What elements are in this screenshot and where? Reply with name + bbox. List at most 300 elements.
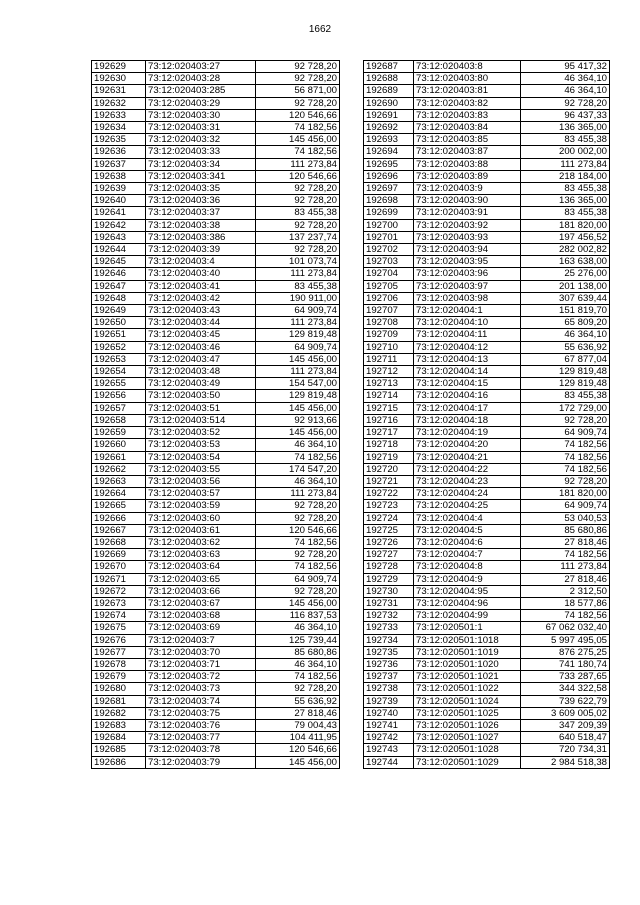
row-id: 192669 <box>92 549 146 561</box>
row-id: 192657 <box>92 402 146 414</box>
table-row <box>364 158 610 170</box>
cadastral-number: 73:12:020403:67 <box>146 597 256 609</box>
amount: 83 455,38 <box>256 280 340 292</box>
amount: 74 182,56 <box>521 463 610 475</box>
row-id: 192642 <box>92 219 146 231</box>
table-row <box>92 85 340 97</box>
cadastral-number: 73:12:020404:22 <box>414 463 521 475</box>
row-id: 192646 <box>92 268 146 280</box>
cadastral-number: 73:12:020403:78 <box>146 744 256 756</box>
table-row <box>92 756 340 768</box>
row-id: 192630 <box>92 73 146 85</box>
cadastral-number: 73:12:020404:6 <box>414 536 521 548</box>
amount: 111 273,84 <box>256 158 340 170</box>
amount: 201 138,00 <box>521 280 610 292</box>
cadastral-number: 73:12:020501:1025 <box>414 707 521 719</box>
amount: 85 680,86 <box>521 524 610 536</box>
table-row <box>364 622 610 634</box>
table-row <box>364 378 610 390</box>
amount: 111 273,84 <box>256 366 340 378</box>
amount: 129 819,48 <box>256 390 340 402</box>
table-row <box>92 646 340 658</box>
table-row <box>364 268 610 280</box>
cadastral-number: 73:12:020403:60 <box>146 512 256 524</box>
table-row <box>364 585 610 597</box>
table-row <box>364 475 610 487</box>
table-row <box>364 536 610 548</box>
table-row <box>92 414 340 426</box>
cadastral-number: 73:12:020403:81 <box>414 85 521 97</box>
amount: 74 182,56 <box>521 439 610 451</box>
table-row <box>92 524 340 536</box>
cadastral-number: 73:12:020404:16 <box>414 390 521 402</box>
cadastral-number: 73:12:020501:1022 <box>414 683 521 695</box>
cadastral-number: 73:12:020403:27 <box>146 61 256 73</box>
cadastral-number: 73:12:020403:90 <box>414 195 521 207</box>
cadastral-number: 73:12:020501:1019 <box>414 646 521 658</box>
table-row <box>364 244 610 256</box>
row-id: 192629 <box>92 61 146 73</box>
cadastral-number: 73:12:020403:43 <box>146 305 256 317</box>
table-row <box>364 719 610 731</box>
cadastral-number: 73:12:020403:52 <box>146 427 256 439</box>
amount: 200 002,00 <box>521 146 610 158</box>
cadastral-number: 73:12:020403:63 <box>146 549 256 561</box>
cadastral-number: 73:12:020403:74 <box>146 695 256 707</box>
row-id: 192649 <box>92 305 146 317</box>
table-row <box>92 353 340 365</box>
amount: 2 312,50 <box>521 585 610 597</box>
table-row <box>364 707 610 719</box>
amount: 125 739,44 <box>256 634 340 646</box>
table-row <box>92 195 340 207</box>
cadastral-number: 73:12:020403:87 <box>414 146 521 158</box>
table-row <box>364 500 610 512</box>
cadastral-number: 73:12:020403:31 <box>146 122 256 134</box>
cadastral-number: 73:12:020403:44 <box>146 317 256 329</box>
cadastral-number: 73:12:020404:96 <box>414 597 521 609</box>
amount: 83 455,38 <box>256 207 340 219</box>
table-row <box>364 146 610 158</box>
amount: 120 546,66 <box>256 170 340 182</box>
cadastral-number: 73:12:020403:30 <box>146 109 256 121</box>
row-id: 192733 <box>364 622 414 634</box>
row-id: 192644 <box>92 244 146 256</box>
row-id: 192726 <box>364 536 414 548</box>
table-row <box>92 719 340 731</box>
amount: 96 437,33 <box>521 109 610 121</box>
cadastral-number: 73:12:020403:50 <box>146 390 256 402</box>
row-id: 192660 <box>92 439 146 451</box>
cadastral-number: 73:12:020404:13 <box>414 353 521 365</box>
row-id: 192670 <box>92 561 146 573</box>
amount: 92 728,20 <box>256 183 340 195</box>
amount: 190 911,00 <box>256 292 340 304</box>
amount: 74 182,56 <box>256 146 340 158</box>
amount: 74 182,56 <box>256 536 340 548</box>
table-row <box>364 756 610 768</box>
row-id: 192668 <box>92 536 146 548</box>
row-id: 192692 <box>364 122 414 134</box>
table-row <box>92 427 340 439</box>
row-id: 192647 <box>92 280 146 292</box>
cadastral-number: 73:12:020403:92 <box>414 219 521 231</box>
amount: 347 209,39 <box>521 719 610 731</box>
cadastral-number: 73:12:020403:46 <box>146 341 256 353</box>
cadastral-number: 73:12:020403:80 <box>414 73 521 85</box>
row-id: 192722 <box>364 488 414 500</box>
table-row <box>92 573 340 585</box>
cadastral-number: 73:12:020403:47 <box>146 353 256 365</box>
cadastral-number: 73:12:020403:35 <box>146 183 256 195</box>
table-row <box>364 317 610 329</box>
amount: 120 546,66 <box>256 524 340 536</box>
table-row <box>364 329 610 341</box>
table-row <box>92 280 340 292</box>
table-row <box>92 329 340 341</box>
table-row <box>92 73 340 85</box>
cadastral-number: 73:12:020404:25 <box>414 500 521 512</box>
amount: 83 455,38 <box>521 183 610 195</box>
row-id: 192689 <box>364 85 414 97</box>
cadastral-number: 73:12:020403:38 <box>146 219 256 231</box>
amount: 111 273,84 <box>256 317 340 329</box>
amount: 120 546,66 <box>256 109 340 121</box>
row-id: 192641 <box>92 207 146 219</box>
row-id: 192725 <box>364 524 414 536</box>
row-id: 192632 <box>92 97 146 109</box>
amount: 92 728,20 <box>256 512 340 524</box>
amount: 25 276,00 <box>521 268 610 280</box>
amount: 741 180,74 <box>521 658 610 670</box>
amount: 174 547,20 <box>256 463 340 475</box>
amount: 83 455,38 <box>521 134 610 146</box>
amount: 344 322,58 <box>521 683 610 695</box>
table-row <box>92 732 340 744</box>
row-id: 192691 <box>364 109 414 121</box>
cadastral-number: 73:12:020501:1024 <box>414 695 521 707</box>
table-row <box>364 573 610 585</box>
table-row <box>364 256 610 268</box>
cadastral-number: 73:12:020404:11 <box>414 329 521 341</box>
cadastral-number: 73:12:020403:84 <box>414 122 521 134</box>
cadastral-number: 73:12:020403:37 <box>146 207 256 219</box>
table-row <box>364 732 610 744</box>
table-row <box>92 475 340 487</box>
amount: 83 455,38 <box>521 207 610 219</box>
cadastral-number: 73:12:020501:1026 <box>414 719 521 731</box>
table-row <box>92 183 340 195</box>
amount: 46 364,10 <box>521 329 610 341</box>
row-id: 192635 <box>92 134 146 146</box>
row-id: 192699 <box>364 207 414 219</box>
cadastral-number: 73:12:020403:79 <box>146 756 256 768</box>
row-id: 192708 <box>364 317 414 329</box>
cadastral-number: 73:12:020403:77 <box>146 732 256 744</box>
row-id: 192651 <box>92 329 146 341</box>
row-id: 192637 <box>92 158 146 170</box>
register-table-right <box>363 60 610 769</box>
amount: 3 609 005,02 <box>521 707 610 719</box>
cadastral-number: 73:12:020403:341 <box>146 170 256 182</box>
row-id: 192673 <box>92 597 146 609</box>
row-id: 192678 <box>92 658 146 670</box>
cadastral-number: 73:12:020404:10 <box>414 317 521 329</box>
cadastral-number: 73:12:020403:285 <box>146 85 256 97</box>
row-id: 192723 <box>364 500 414 512</box>
amount: 101 073,74 <box>256 256 340 268</box>
amount: 876 275,25 <box>521 646 610 658</box>
row-id: 192696 <box>364 170 414 182</box>
amount: 145 456,00 <box>256 134 340 146</box>
cadastral-number: 73:12:020403:82 <box>414 97 521 109</box>
cadastral-number: 73:12:020403:62 <box>146 536 256 548</box>
cadastral-number: 73:12:020403:65 <box>146 573 256 585</box>
amount: 64 909,74 <box>256 305 340 317</box>
amount: 129 819,48 <box>521 378 610 390</box>
row-id: 192694 <box>364 146 414 158</box>
amount: 129 819,48 <box>521 366 610 378</box>
row-id: 192739 <box>364 695 414 707</box>
amount: 92 728,20 <box>521 475 610 487</box>
table-row <box>92 658 340 670</box>
cadastral-number: 73:12:020403:40 <box>146 268 256 280</box>
row-id: 192704 <box>364 268 414 280</box>
amount: 116 837,53 <box>256 610 340 622</box>
row-id: 192703 <box>364 256 414 268</box>
cadastral-number: 73:12:020403:7 <box>146 634 256 646</box>
table-row <box>92 634 340 646</box>
row-id: 192701 <box>364 231 414 243</box>
row-id: 192666 <box>92 512 146 524</box>
row-id: 192711 <box>364 353 414 365</box>
table-row <box>364 97 610 109</box>
amount: 85 680,86 <box>256 646 340 658</box>
amount: 74 182,56 <box>256 561 340 573</box>
cadastral-number: 73:12:020403:59 <box>146 500 256 512</box>
row-id: 192655 <box>92 378 146 390</box>
amount: 111 273,84 <box>256 488 340 500</box>
cadastral-number: 73:12:020403:88 <box>414 158 521 170</box>
row-id: 192719 <box>364 451 414 463</box>
amount: 92 728,20 <box>256 97 340 109</box>
cadastral-number: 73:12:020403:34 <box>146 158 256 170</box>
table-row <box>92 597 340 609</box>
table-row <box>364 134 610 146</box>
row-id: 192688 <box>364 73 414 85</box>
row-id: 192665 <box>92 500 146 512</box>
amount: 27 818,46 <box>521 573 610 585</box>
cadastral-number: 73:12:020403:85 <box>414 134 521 146</box>
amount: 154 547,00 <box>256 378 340 390</box>
cadastral-number: 73:12:020403:51 <box>146 402 256 414</box>
table-row <box>364 195 610 207</box>
amount: 46 364,10 <box>521 73 610 85</box>
row-id: 192720 <box>364 463 414 475</box>
table-row <box>92 683 340 695</box>
row-id: 192705 <box>364 280 414 292</box>
table-row <box>92 610 340 622</box>
row-id: 192686 <box>92 756 146 768</box>
amount: 64 909,74 <box>521 500 610 512</box>
amount: 92 728,20 <box>256 500 340 512</box>
row-id: 192697 <box>364 183 414 195</box>
amount: 46 364,10 <box>256 439 340 451</box>
row-id: 192681 <box>92 695 146 707</box>
table-row <box>364 170 610 182</box>
amount: 197 456,52 <box>521 231 610 243</box>
cadastral-number: 73:12:020403:89 <box>414 170 521 182</box>
table-row <box>92 671 340 683</box>
amount: 2 984 518,38 <box>521 756 610 768</box>
amount: 181 820,00 <box>521 488 610 500</box>
table-row <box>364 73 610 85</box>
cadastral-number: 73:12:020403:96 <box>414 268 521 280</box>
register-table-left-body <box>92 61 340 769</box>
row-id: 192707 <box>364 305 414 317</box>
cadastral-number: 73:12:020501:1020 <box>414 658 521 670</box>
row-id: 192724 <box>364 512 414 524</box>
cadastral-number: 73:12:020404:5 <box>414 524 521 536</box>
table-row <box>92 744 340 756</box>
cadastral-number: 73:12:020403:75 <box>146 707 256 719</box>
table-row <box>364 414 610 426</box>
cadastral-number: 73:12:020403:48 <box>146 366 256 378</box>
amount: 74 182,56 <box>256 671 340 683</box>
cadastral-number: 73:12:020403:33 <box>146 146 256 158</box>
amount: 92 728,20 <box>256 61 340 73</box>
row-id: 192716 <box>364 414 414 426</box>
table-row <box>364 231 610 243</box>
cadastral-number: 73:12:020404:99 <box>414 610 521 622</box>
table-row <box>92 61 340 73</box>
table-row <box>92 561 340 573</box>
amount: 53 040,53 <box>521 512 610 524</box>
amount: 56 871,00 <box>256 85 340 97</box>
register-table-left <box>91 60 340 769</box>
amount: 46 364,10 <box>256 475 340 487</box>
row-id: 192661 <box>92 451 146 463</box>
row-id: 192643 <box>92 231 146 243</box>
row-id: 192715 <box>364 402 414 414</box>
row-id: 192653 <box>92 353 146 365</box>
cadastral-number: 73:12:020403:39 <box>146 244 256 256</box>
table-row <box>364 597 610 609</box>
amount: 145 456,00 <box>256 353 340 365</box>
cadastral-number: 73:12:020403:57 <box>146 488 256 500</box>
cadastral-number: 73:12:020404:23 <box>414 475 521 487</box>
row-id: 192667 <box>92 524 146 536</box>
row-id: 192654 <box>92 366 146 378</box>
row-id: 192648 <box>92 292 146 304</box>
cadastral-number: 73:12:020403:94 <box>414 244 521 256</box>
row-id: 192645 <box>92 256 146 268</box>
row-id: 192735 <box>364 646 414 658</box>
page-number: 1662 <box>308 24 332 35</box>
row-id: 192675 <box>92 622 146 634</box>
cadastral-number: 73:12:020403:76 <box>146 719 256 731</box>
table-row <box>364 353 610 365</box>
cadastral-number: 73:12:020403:98 <box>414 292 521 304</box>
table-row <box>92 170 340 182</box>
table-row <box>364 683 610 695</box>
amount: 739 622,79 <box>521 695 610 707</box>
amount: 92 728,20 <box>256 244 340 256</box>
table-row <box>92 500 340 512</box>
cadastral-number: 73:12:020403:95 <box>414 256 521 268</box>
row-id: 192734 <box>364 634 414 646</box>
amount: 83 455,38 <box>521 390 610 402</box>
table-row <box>364 744 610 756</box>
amount: 65 809,20 <box>521 317 610 329</box>
table-row <box>364 61 610 73</box>
table-row <box>364 207 610 219</box>
amount: 129 819,48 <box>256 329 340 341</box>
table-row <box>92 122 340 134</box>
cadastral-number: 73:12:020404:4 <box>414 512 521 524</box>
row-id: 192743 <box>364 744 414 756</box>
row-id: 192636 <box>92 146 146 158</box>
row-id: 192652 <box>92 341 146 353</box>
row-id: 192687 <box>364 61 414 73</box>
amount: 46 364,10 <box>256 658 340 670</box>
cadastral-number: 73:12:020403:55 <box>146 463 256 475</box>
cadastral-number: 73:12:020404:18 <box>414 414 521 426</box>
row-id: 192731 <box>364 597 414 609</box>
cadastral-number: 73:12:020403:36 <box>146 195 256 207</box>
table-row <box>364 427 610 439</box>
cadastral-number: 73:12:020404:14 <box>414 366 521 378</box>
cadastral-number: 73:12:020403:72 <box>146 671 256 683</box>
amount: 74 182,56 <box>521 549 610 561</box>
table-row <box>92 549 340 561</box>
row-id: 192738 <box>364 683 414 695</box>
cadastral-number: 73:12:020403:514 <box>146 414 256 426</box>
table-row <box>92 585 340 597</box>
table-row <box>92 390 340 402</box>
row-id: 192695 <box>364 158 414 170</box>
amount: 74 182,56 <box>521 610 610 622</box>
row-id: 192740 <box>364 707 414 719</box>
table-row <box>92 488 340 500</box>
table-row <box>92 366 340 378</box>
table-row <box>92 219 340 231</box>
row-id: 192727 <box>364 549 414 561</box>
cadastral-number: 73:12:020404:17 <box>414 402 521 414</box>
row-id: 192736 <box>364 658 414 670</box>
register-table-right-body <box>364 61 610 769</box>
table-row <box>364 610 610 622</box>
table-row <box>364 671 610 683</box>
table-row <box>364 183 610 195</box>
row-id: 192741 <box>364 719 414 731</box>
amount: 136 365,00 <box>521 195 610 207</box>
row-id: 192664 <box>92 488 146 500</box>
table-row <box>92 305 340 317</box>
table-row <box>92 207 340 219</box>
table-row <box>92 439 340 451</box>
cadastral-number: 73:12:020403:28 <box>146 73 256 85</box>
row-id: 192663 <box>92 475 146 487</box>
table-row <box>364 488 610 500</box>
cadastral-number: 73:12:020501:1028 <box>414 744 521 756</box>
row-id: 192742 <box>364 732 414 744</box>
table-row <box>92 695 340 707</box>
amount: 46 364,10 <box>521 85 610 97</box>
row-id: 192718 <box>364 439 414 451</box>
amount: 27 818,46 <box>256 707 340 719</box>
row-id: 192717 <box>364 427 414 439</box>
